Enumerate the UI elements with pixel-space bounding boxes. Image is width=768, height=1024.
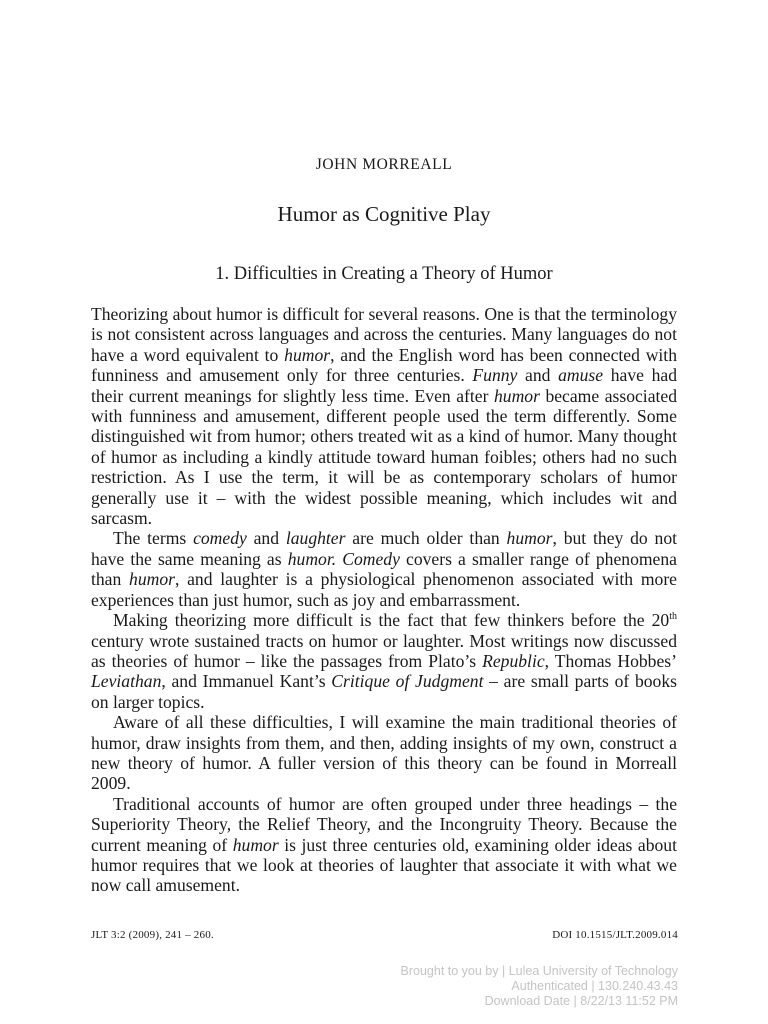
- text-run: Traditional accounts of humor are often grouped under three headings – the Superiority Theory, the Relief Theory, and the Incongruity Theory. Because the current meaning of: [91, 793, 677, 855]
- italic-term: amuse: [558, 365, 604, 386]
- text-run: Aware of all these difficulties, I will examine the main traditional theories of humor, draw insights from them, and then, adding insights of my own, construct a new theory of humor. A fuller version of this theory can be found in Morreall 2009.: [91, 712, 677, 794]
- italic-term: laughter: [285, 528, 346, 549]
- text-run: , and the English word has been connected with funniness and amusement only for three centuries.: [91, 344, 677, 386]
- paragraph-2: [91, 528, 677, 610]
- text-run: century wrote sustained tracts on humor or laughter. Most writings now discussed as theories of humor – like the passages from Plato’s: [91, 630, 677, 671]
- italic-term: humor: [493, 385, 540, 406]
- text-run: covers a smaller range of phenomena than: [91, 548, 677, 590]
- text-run: became associated with funniness and amusement, different people used the term differently. Some distinguished wit from humor; others treated wit as a kind of humor. Many thought of humor as including a kindly attitude toward human foibles; others had no such restriction. As I use the term, it will be as contemporary scholars of humor generally use it – with the widest possible meaning, which includes wit and sarcasm.: [91, 385, 677, 529]
- italic-term: humor: [506, 528, 553, 549]
- italic-term: humor: [129, 569, 175, 590]
- italic-term: comedy: [193, 528, 247, 549]
- author-name: JOHN MORREALL: [315, 156, 453, 173]
- paragraph-5: [91, 794, 677, 896]
- italic-term: Funny: [472, 365, 518, 386]
- italic-term: humor: [232, 834, 279, 855]
- watermark-line: Authenticated | 130.240.43.43: [511, 979, 678, 993]
- text-run: have had their current meanings for slightly less time. Even after: [91, 365, 677, 406]
- paragraph-1: [91, 304, 677, 528]
- text-run: Theorizing about humor is difficult for several reasons. One is that the terminology is not consistent across languages and across the centuries. Many languages do not have a word equivalent to: [91, 304, 677, 365]
- text-run: The terms: [113, 528, 194, 549]
- article-body: [91, 304, 677, 896]
- text-run: and: [517, 365, 559, 386]
- text-run: , Thomas Hobbes’: [544, 650, 677, 671]
- italic-term: Leviathan: [91, 671, 162, 692]
- page-footer: [91, 929, 678, 941]
- italic-term: humor. Comedy: [287, 548, 400, 569]
- watermark-line: Brought to you by | Lulea University of Technology: [400, 964, 678, 978]
- paragraph-4: [91, 712, 677, 794]
- text-run: – are small parts of books on larger topics.: [91, 671, 677, 712]
- paragraph-3: [91, 610, 677, 712]
- section-heading: 1. Difficulties in Creating a Theory of Humor: [215, 264, 553, 284]
- doi-reference: DOI 10.1515/JLT.2009.014: [552, 929, 678, 941]
- text-run: Making theorizing more difficult is the fact that few thinkers before the 20: [113, 610, 670, 631]
- download-watermark: [320, 964, 678, 1009]
- italic-term: Critique of Judgment: [331, 671, 484, 692]
- text-run: is just three centuries old, examining older ideas about humor requires that we look at theories of laughter that associate it with what we now call amusement.: [91, 834, 677, 896]
- italic-term: Republic: [482, 650, 545, 671]
- text-run: , but they do not have the same meaning as: [91, 528, 677, 569]
- journal-citation: JLT 3:2 (2009), 241 – 260.: [91, 929, 214, 941]
- text-run: , and Immanuel Kant’s: [161, 671, 332, 692]
- superscript: th: [669, 611, 677, 623]
- text-run: , and laughter is a physiological phenomenon associated with more experiences than just humor, such as joy and embarrassment.: [91, 569, 677, 610]
- text-run: are much older than: [345, 528, 507, 549]
- article-title: Humor as Cognitive Play: [277, 202, 491, 226]
- watermark-line: Download Date | 8/22/13 11:52 PM: [484, 994, 678, 1008]
- text-run: and: [246, 528, 286, 549]
- italic-term: humor: [284, 344, 331, 365]
